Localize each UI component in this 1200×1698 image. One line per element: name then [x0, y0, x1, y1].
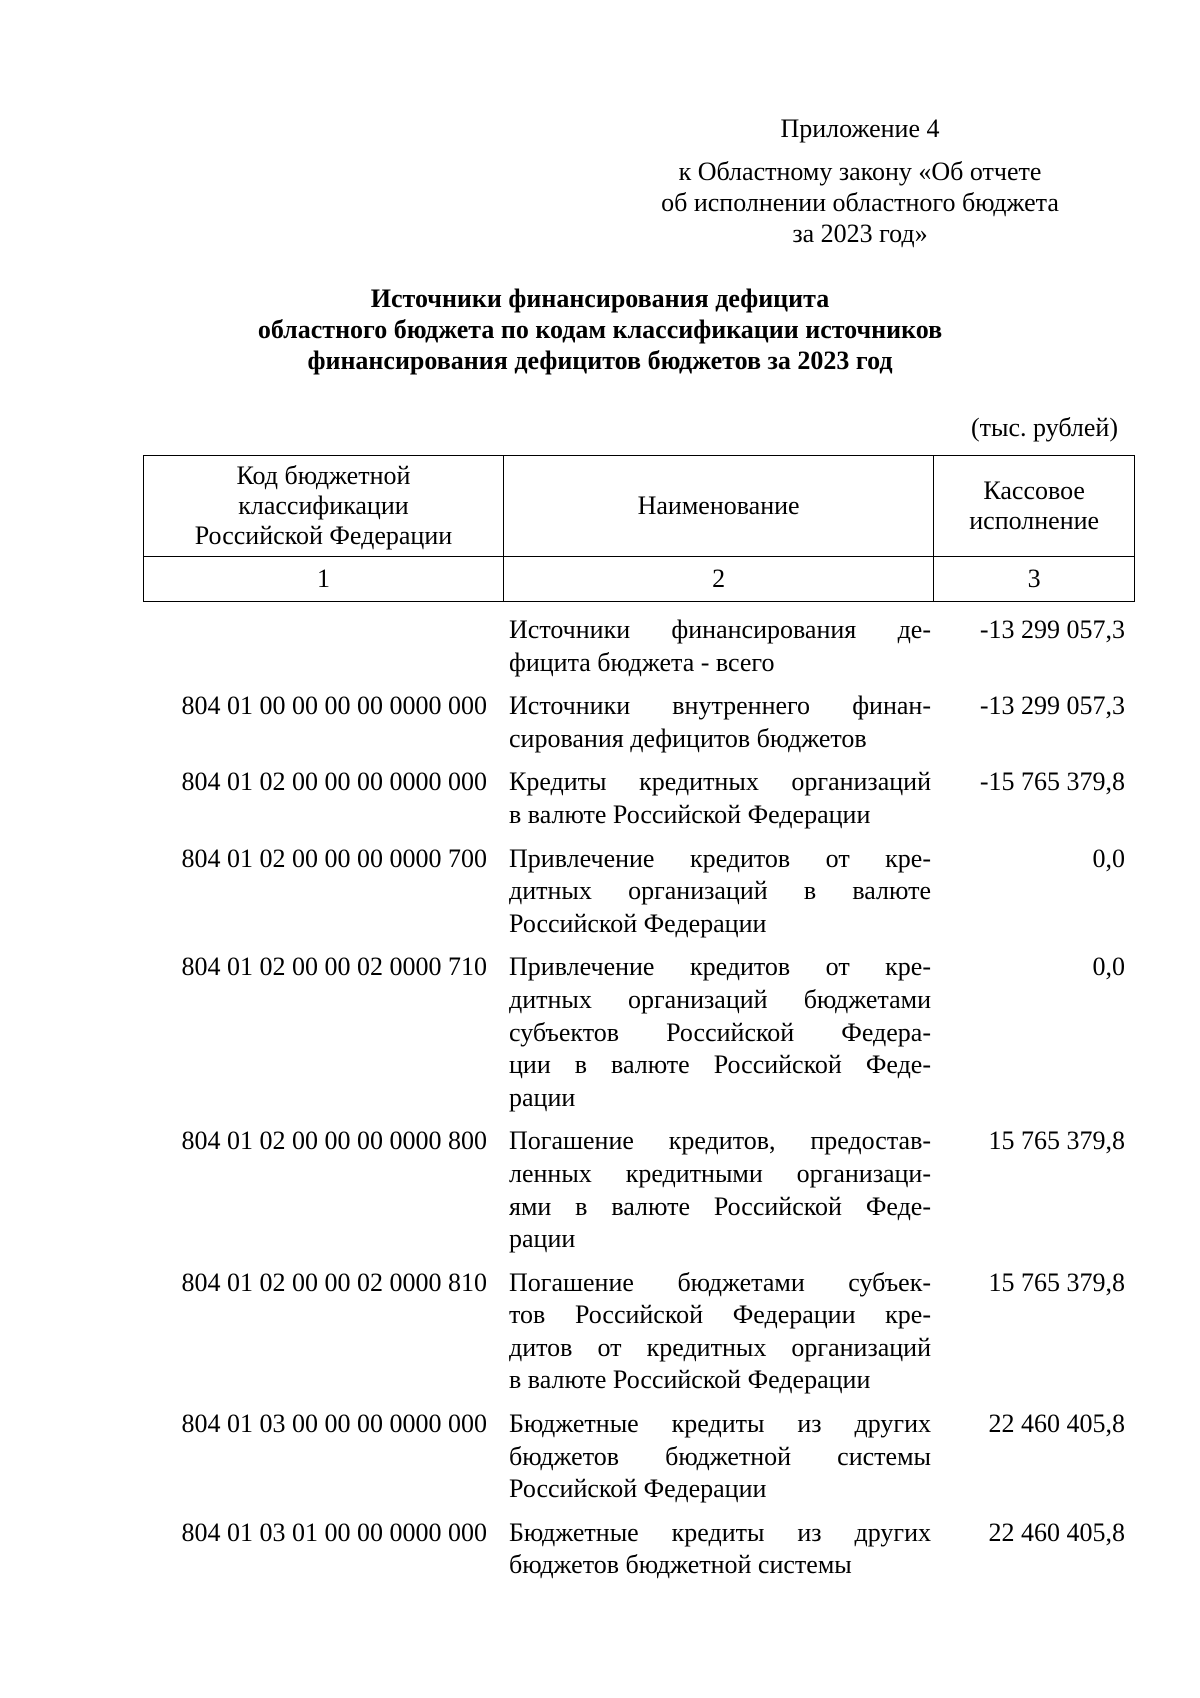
row-code: 804 01 02 00 00 02 0000 810 [181, 1267, 487, 1297]
document-title-line: областного бюджета по кодам классификации источников [257, 315, 943, 344]
table-row [143, 1267, 1135, 1397]
row-amount: -13 299 057,3 [979, 615, 1125, 644]
row-amount: 0,0 [1092, 952, 1125, 982]
row-name-line: Погашение бюджетами субъек- [509, 1267, 931, 1297]
header-name-line: Наименование [637, 491, 800, 520]
row-name-line: Источники внутреннего финан- [509, 691, 931, 721]
row-name [495, 614, 931, 679]
row-name [495, 843, 931, 941]
units-note: (тыс. рублей) [970, 413, 1118, 442]
row-amount: 0,0 [1092, 843, 1125, 873]
column-number: 2 [503, 557, 933, 602]
row-name-line: дитных организаций в валюте [509, 876, 931, 906]
header-code-line: Код бюджетной [236, 461, 411, 490]
header-amount-line: Кассовое [983, 476, 1085, 505]
column-number: 1 [144, 557, 504, 602]
row-name [495, 1408, 931, 1506]
row-name-line: ции в валюте Российской Феде- [509, 1050, 931, 1080]
column-number: 3 [934, 557, 1135, 602]
header-code-line: классификации [238, 491, 409, 520]
row-name-line: Привлечение кредитов от кре- [509, 843, 931, 873]
appendix-number: Приложение 4 [780, 114, 940, 143]
row-amount: 22 460 405,8 [988, 1517, 1125, 1547]
row-name-line: дитных организаций бюджетами [509, 984, 931, 1014]
document-title [150, 283, 1050, 376]
table-row [143, 766, 1135, 831]
row-name-line: в валюте Российской Федерации [509, 1365, 871, 1395]
row-name-line: Российской Федерации [509, 908, 767, 938]
header-amount [934, 456, 1135, 557]
row-amount: 22 460 405,8 [988, 1409, 1125, 1439]
row-name-line: бюджетов бюджетной системы [509, 1550, 852, 1580]
row-name-line: фицита бюджета - всего [509, 647, 775, 677]
row-name [495, 690, 931, 755]
table-body [143, 614, 1135, 1593]
header-name [503, 456, 933, 557]
header-amount-line: исполнение [969, 506, 1100, 535]
row-name [495, 766, 931, 831]
row-code: 804 01 02 00 00 00 0000 700 [181, 843, 487, 873]
row-name [495, 1125, 931, 1255]
row-name [495, 1267, 931, 1397]
appendix-reference-line: к Областному закону «Об отчете [678, 157, 1042, 186]
row-name [495, 951, 931, 1114]
row-name-line: Источники финансирования де- [509, 615, 931, 644]
table-row [143, 843, 1135, 941]
row-amount: 15 765 379,8 [988, 1126, 1125, 1156]
table-row [143, 690, 1135, 755]
row-name-line: ленных кредитными организаци- [509, 1158, 931, 1188]
header-code-line: Российской Федерации [194, 521, 453, 550]
row-name-line: Погашение кредитов, предостав- [509, 1126, 931, 1156]
row-name-line: в валюте Российской Федерации [509, 799, 871, 829]
appendix-reference [640, 156, 1080, 249]
table-row [143, 1408, 1135, 1506]
table-row [143, 1125, 1135, 1255]
document-title-line: финансирования дефицитов бюджетов за 2023 год [307, 346, 893, 375]
row-name-line: сирования дефицитов бюджетов [509, 723, 867, 753]
row-code: 804 01 03 01 00 00 0000 000 [181, 1517, 487, 1547]
row-name-line: Кредиты кредитных организаций [509, 767, 931, 797]
row-code: 804 01 00 00 00 00 0000 000 [181, 691, 487, 721]
document-title-line: Источники финансирования дефицита [370, 284, 830, 313]
row-name-line: тов Российской Федерации кре- [509, 1300, 931, 1330]
row-name-line: Российской Федерации [509, 1474, 767, 1504]
row-name-line: ями в валюте Российской Феде- [509, 1191, 931, 1221]
table-row [143, 1517, 1135, 1582]
row-name-line: Привлечение кредитов от кре- [509, 952, 931, 982]
row-name-line: Бюджетные кредиты из других [509, 1409, 931, 1439]
row-code [143, 614, 495, 679]
table-row [143, 614, 1135, 679]
row-name-line: бюджетов бюджетной системы [509, 1441, 931, 1471]
table-row [143, 951, 1135, 1114]
appendix-reference-line: за 2023 год» [792, 219, 928, 248]
row-amount: -15 765 379,8 [979, 767, 1125, 797]
row-name-line: рации [509, 1224, 576, 1254]
header-code [144, 456, 504, 557]
row-amount: -13 299 057,3 [979, 691, 1125, 721]
row-name [495, 1517, 931, 1582]
table-header [143, 455, 1135, 602]
row-name-line: субъектов Российской Федера- [509, 1017, 931, 1047]
row-code: 804 01 02 00 00 00 0000 000 [181, 767, 487, 797]
row-code: 804 01 03 00 00 00 0000 000 [181, 1409, 487, 1439]
row-name-line: Бюджетные кредиты из других [509, 1517, 931, 1547]
row-amount: 15 765 379,8 [988, 1267, 1125, 1297]
row-name-line: дитов от кредитных организаций [509, 1332, 931, 1362]
row-name-line: рации [509, 1082, 576, 1112]
appendix-reference-line: об исполнении областного бюджета [661, 188, 1059, 217]
row-code: 804 01 02 00 00 00 0000 800 [181, 1126, 487, 1156]
row-code: 804 01 02 00 00 02 0000 710 [181, 952, 487, 982]
